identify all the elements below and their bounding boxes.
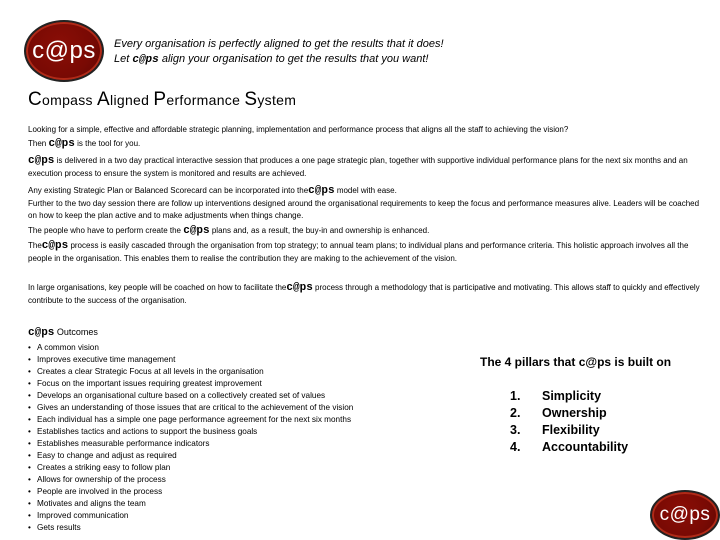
tagline-line-2 [114,52,428,68]
list-item-text: Creates a striking easy to follow plan [37,463,171,472]
p4-post: model with ease. [336,186,397,195]
paragraph-7 [28,240,708,264]
bullet-icon: • [28,487,31,496]
list-item [28,414,468,426]
pillar-number: 4. [510,440,521,454]
pillar-label: Ownership [542,406,607,420]
p2-post: is the tool for you. [77,139,141,148]
tagline-post: align your organisation to get the results that you want! [161,53,429,65]
brand-inline: c@ps [48,138,75,150]
pillar-item [510,388,628,405]
outcomes-list [28,342,468,534]
list-item-text: Gives an understanding of those issues that are critical to the achievement of the vision [37,403,354,412]
list-item-text: Improves executive time management [37,355,176,364]
pillar-number: 1. [510,389,521,403]
p7-pre: The [28,241,42,250]
paragraph-2 [28,138,708,151]
brand-inline: c@ps [183,225,210,237]
title-rest: ligned [110,92,154,108]
bullet-icon: • [28,475,31,484]
bullet-icon: • [28,355,31,364]
paragraph-5: Further to the two day session there are follow up interventions designed around the organisational requirements to keep the focus and performance measures alive. Leaders will be coached on how to keep the plan active and to make adjustments when things change. [28,199,700,220]
bullet-icon: • [28,523,31,532]
p8-pre: In large organisations, key people will be coached on how to facilitate the [28,283,287,292]
list-item [28,486,468,498]
bullet-icon: • [28,427,31,436]
list-item [28,354,468,366]
paragraph-8 [28,282,708,306]
bullet-icon: • [28,499,31,508]
caps-logo-top: c@ps [24,20,104,82]
list-item [28,378,468,390]
list-item [28,438,468,450]
p4-pre: Any existing Strategic Plan or Balanced Scorecard can be incorporated into the [28,186,309,195]
pillar-number: 3. [510,423,521,437]
list-item [28,462,468,474]
brand-inline: c@ps [41,240,69,252]
bullet-icon: • [28,451,31,460]
list-item-text: A common vision [37,343,99,352]
tagline-pre: Let [114,53,130,65]
list-item-text: Establishes measurable performance indicators [37,439,210,448]
list-item [28,402,468,414]
pillar-label: Accountability [542,440,629,454]
list-item-text: Establishes tactics and actions to support the business goals [37,427,258,436]
p8-post: process through a methodology that is participative and motivating. This allows staff to quickly and effectively contribute to the success of the organisation. [28,283,700,305]
bullet-icon: • [28,439,31,448]
brand-inline: c@ps [308,185,335,197]
list-item-text: Gets results [37,523,81,532]
paragraph-1: Looking for a simple, effective and affordable strategic planning, implementation and performance process that aligns all the staff to achieving the vision? [28,125,569,134]
title-rest: erformance [166,92,245,108]
pillar-number: 2. [510,406,521,420]
bullet-icon: • [28,415,31,424]
list-item [28,342,468,354]
paragraph-3 [28,155,708,179]
list-item [28,450,468,462]
outcomes-heading [28,327,98,339]
list-item-text: Focus on the important issues requiring greatest improvement [37,379,262,388]
list-item [28,366,468,378]
brand-inline: c@ps [28,155,55,167]
list-item [28,522,468,534]
title-rest: ystem [257,92,297,108]
paragraph-6 [28,225,708,238]
page-title [28,89,296,111]
list-item [28,390,468,402]
list-item-text: People are involved in the process [37,487,163,496]
outcomes-title: Outcomes [56,327,98,337]
brand-inline: c@ps [28,327,55,339]
pillars-title: The 4 pillars that c@ps is built on [480,355,672,369]
p3-text: is delivered in a two day practical interactive session that produces a one page strategic plan, together with supportive individual performance plans for the next six months and an execution process to ensure the system is monitored and results are achieved. [28,156,688,178]
paragraph-4 [28,185,708,198]
list-item [28,498,468,510]
title-cap: A [97,89,111,110]
bullet-icon: • [28,463,31,472]
list-item-text: Allows for ownership of the process [37,475,166,484]
p6-post: plans and, as a result, the buy-in and ownership is enhanced. [211,226,430,235]
title-cap: P [153,89,167,110]
bullet-icon: • [28,511,31,520]
caps-logo-bottom: c@ps [650,490,720,540]
list-item-text: Improved communication [37,511,129,520]
list-item-text: Easy to change and adjust as required [37,451,177,460]
title-cap: S [244,89,258,110]
brand-inline: c@ps [132,54,159,66]
p7-post: process is easily cascaded through the organisation from top strategy; to annual team plans; to individual plans and performance criteria. This holistic approach involves all the people in the organisation. This enables them to realise the contribution they are making to the achievement of the vision. [28,241,689,263]
list-item [28,510,468,522]
pillar-item [510,422,628,439]
list-item-text: Creates a clear Strategic Focus at all levels in the organisation [37,367,264,376]
tagline-line-1: Every organisation is perfectly aligned to get the results that it does! [114,38,444,50]
list-item [28,426,468,438]
bullet-icon: • [28,391,31,400]
list-item-text: Motivates and aligns the team [37,499,146,508]
bullet-icon: • [28,403,31,412]
title-rest: ompass [42,92,98,108]
pillar-label: Flexibility [542,423,600,437]
list-item-text: Each individual has a simple one page performance agreement for the next six months [37,415,352,424]
bullet-icon: • [28,379,31,388]
brand-inline: c@ps [286,282,313,294]
list-item [28,474,468,486]
pillars-list [510,388,628,456]
title-cap: C [28,89,43,110]
pillar-label: Simplicity [542,389,602,403]
pillar-item [510,439,628,456]
list-item-text: Develops an organisational culture based on a collectively created set of values [37,391,326,400]
p2-pre: Then [28,139,47,148]
p6-pre: The people who have to perform create the [28,226,181,235]
bullet-icon: • [28,367,31,376]
pillar-item [510,405,628,422]
bullet-icon: • [28,343,31,352]
